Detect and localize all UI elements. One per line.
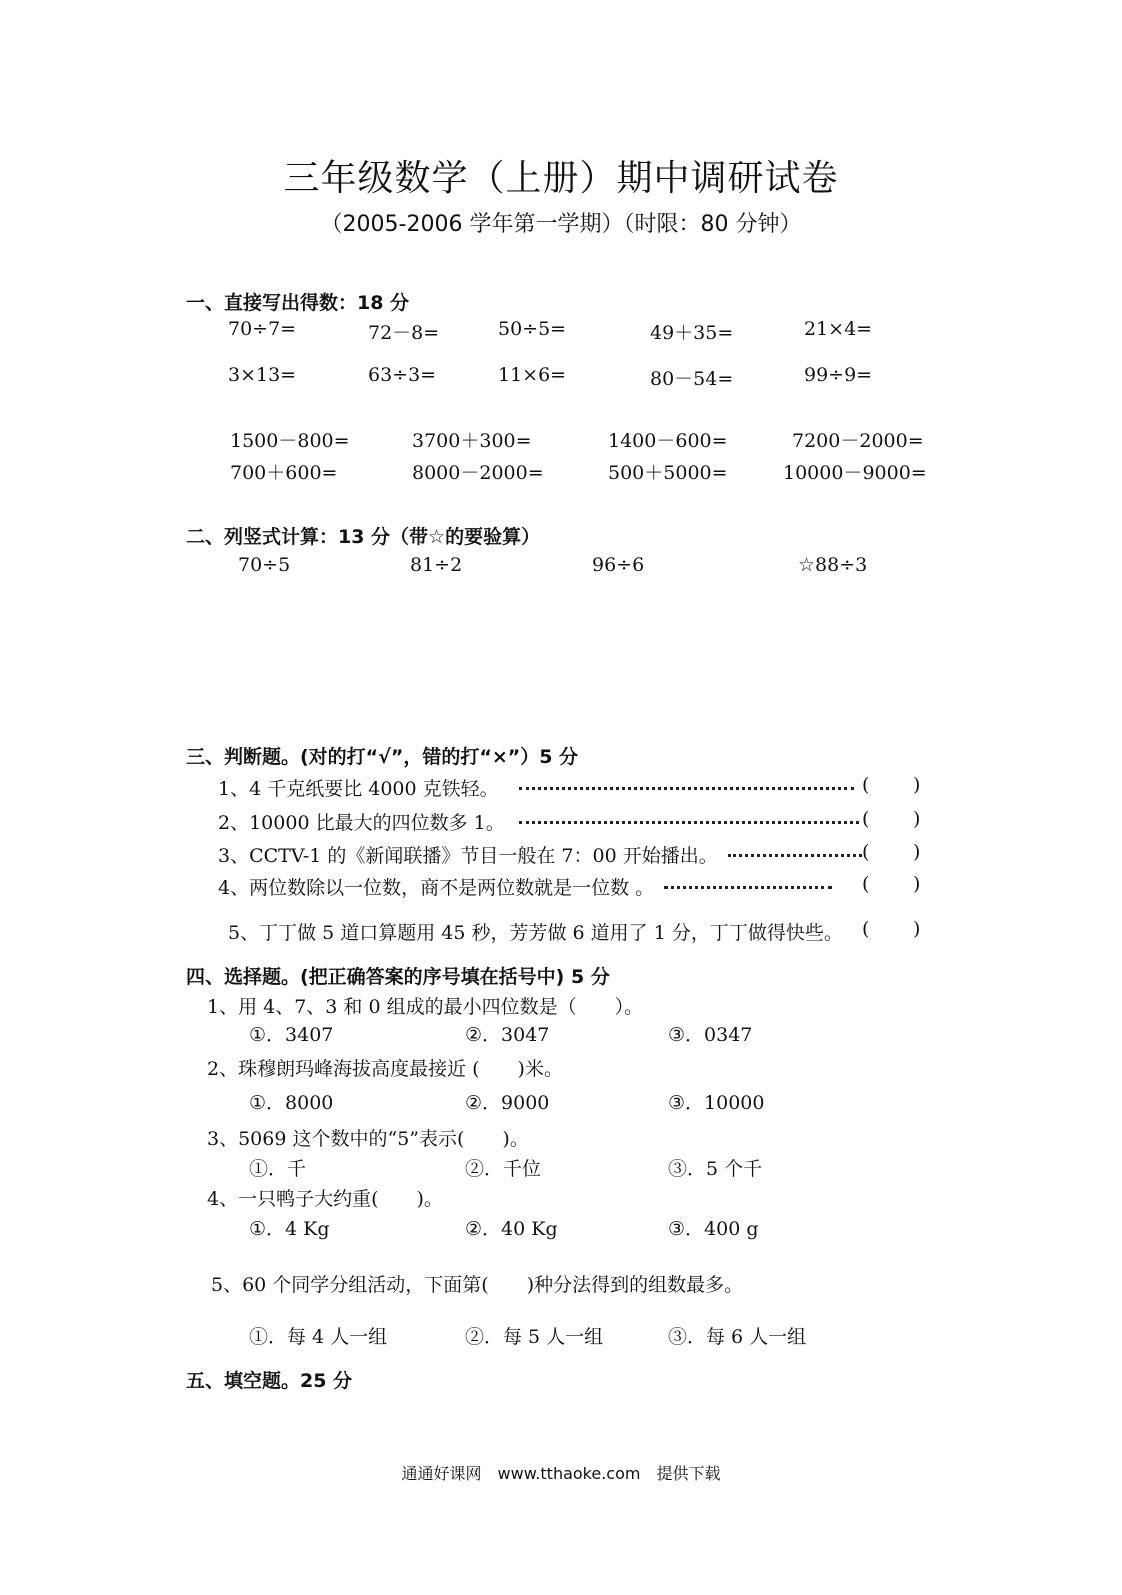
vertical-calc-item: 96÷6 — [592, 554, 645, 576]
leader-dots — [728, 854, 862, 857]
leader-dots — [519, 821, 859, 824]
judge-item-text: 2、10000 比最大的四位数多 1。 — [218, 812, 505, 834]
choice-option: ①．3407 — [249, 1024, 334, 1046]
choice-option: ②．千位 — [465, 1158, 542, 1180]
answer-paren-close: ) — [913, 841, 921, 863]
choice-option: ③．400 g — [668, 1218, 759, 1240]
section-4-heading: 四、选择题。(把正确答案的序号填在括号中) 5 分 — [186, 966, 610, 988]
judge-item-4 — [218, 873, 832, 900]
calc-item: 63÷3= — [368, 364, 437, 386]
calc-item: 1500－800= — [230, 430, 350, 452]
calc-item: 3700＋300= — [412, 430, 532, 452]
calc-item: 70÷7= — [228, 318, 297, 340]
choice-question-4: 4、一只鸭子大约重( )。 — [207, 1188, 443, 1210]
judge-item-3 — [218, 841, 862, 868]
choice-option: ③．5 个千 — [668, 1158, 763, 1180]
calc-item: 500＋5000= — [608, 462, 728, 484]
page-title: 三年级数学（上册）期中调研试卷 — [283, 158, 839, 199]
calc-item: 7200－2000= — [792, 430, 924, 452]
choice-option: ①．每 4 人一组 — [249, 1326, 388, 1348]
choice-option: ①．8000 — [249, 1092, 334, 1114]
choice-option: ②．3047 — [465, 1024, 550, 1046]
calc-item: 3×13= — [228, 364, 297, 386]
section-5-heading: 五、填空题。25 分 — [186, 1370, 353, 1392]
judge-item-text: 1、4 千克纸要比 4000 克铁轻。 — [218, 778, 499, 800]
judge-item-text: 4、两位数除以一位数，商不是两位数就是一位数 。 — [218, 877, 655, 899]
calc-item: 700＋600= — [230, 462, 338, 484]
answer-paren-close: ) — [913, 774, 921, 796]
choice-option: ③．10000 — [668, 1092, 765, 1114]
judge-item-text: 5、丁丁做 5 道口算题用 45 秒，芳芳做 6 道用了 1 分，丁丁做得快些。 — [228, 922, 843, 944]
answer-paren-open: ( — [862, 808, 870, 830]
judge-item-text: 3、CCTV-1 的《新闻联播》节目一般在 7：00 开始播出。 — [218, 845, 718, 867]
answer-paren-open: ( — [862, 841, 870, 863]
calc-item: 8000－2000= — [412, 462, 544, 484]
choice-option: ①．4 Kg — [249, 1218, 330, 1240]
answer-paren-close: ) — [913, 873, 921, 895]
footer-credit: 通通好课网 www.tthaoke.com 提供下载 — [401, 1464, 721, 1483]
calc-item: 72－8= — [368, 322, 440, 344]
calc-item: 1400－600= — [608, 430, 728, 452]
choice-option: ③．0347 — [668, 1024, 753, 1046]
section-3-heading: 三、判断题。(对的打“√”，错的打“×”）5 分 — [186, 746, 579, 768]
section-1-heading: 一、直接写出得数：18 分 — [186, 292, 410, 314]
choice-question-5: 5、60 个同学分组活动，下面第( )种分法得到的组数最多。 — [211, 1274, 744, 1296]
judge-item-1 — [218, 774, 854, 801]
leader-dots — [519, 787, 854, 790]
answer-paren-open: ( — [862, 918, 870, 940]
choice-option: ②．40 Kg — [465, 1218, 558, 1240]
judge-item-2 — [218, 808, 859, 835]
choice-question-3: 3、5069 这个数中的“5”表示( )。 — [207, 1128, 529, 1150]
page-subtitle: （2005-2006 学年第一学期）（时限：80 分钟） — [320, 212, 802, 237]
choice-option: ③．每 6 人一组 — [668, 1326, 807, 1348]
vertical-calc-item: ☆88÷3 — [798, 554, 868, 576]
calc-item: 50÷5= — [498, 318, 567, 340]
choice-option: ①．千 — [249, 1158, 307, 1180]
calc-item: 10000－9000= — [783, 462, 927, 484]
leader-dots — [664, 886, 832, 889]
choice-option: ②．9000 — [465, 1092, 550, 1114]
calc-item: 80－54= — [650, 368, 734, 390]
judge-item-5 — [228, 918, 843, 945]
choice-option: ②．每 5 人一组 — [465, 1326, 604, 1348]
calc-item: 49＋35= — [650, 322, 734, 344]
answer-paren-open: ( — [862, 774, 870, 796]
answer-paren-close: ) — [913, 918, 921, 940]
calc-item: 99÷9= — [804, 364, 873, 386]
calc-item: 11×6= — [498, 364, 567, 386]
vertical-calc-item: 81÷2 — [410, 554, 463, 576]
answer-paren-open: ( — [862, 873, 870, 895]
section-2-heading: 二、列竖式计算：13 分（带☆的要验算） — [186, 526, 541, 548]
calc-item: 21×4= — [804, 318, 873, 340]
vertical-calc-item: 70÷5 — [238, 554, 291, 576]
choice-question-2: 2、珠穆朗玛峰海拔高度最接近 ( )米。 — [207, 1058, 563, 1080]
answer-paren-close: ) — [913, 808, 921, 830]
choice-question-1: 1、用 4、7、3 和 0 组成的最小四位数是（ ）。 — [207, 996, 644, 1018]
